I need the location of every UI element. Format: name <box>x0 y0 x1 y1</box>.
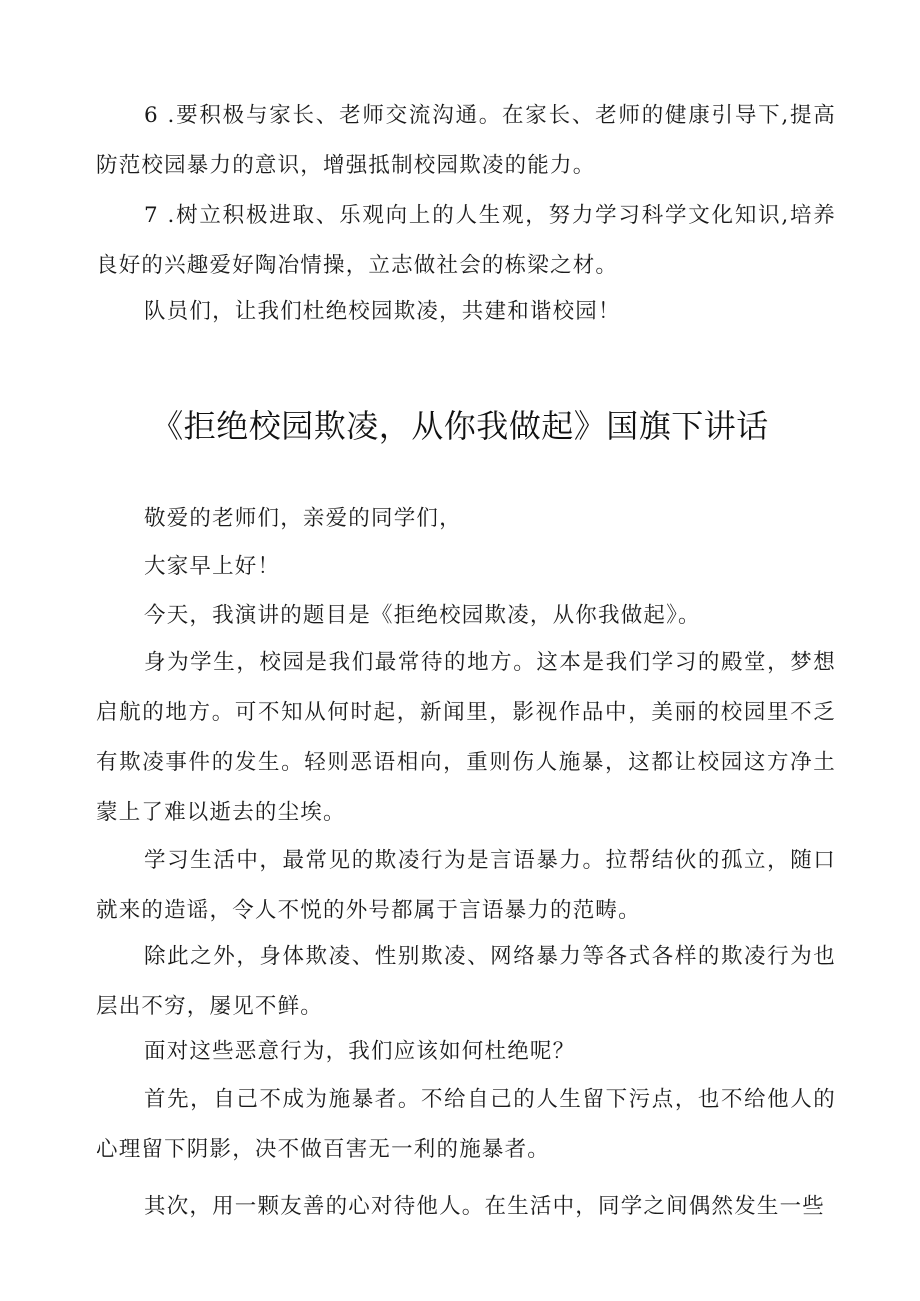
paragraph-first: 首先，自己不成为施暴者。不给自己的人生留下污点，也不给他人的心理留下阴影，决不做百害无一利的施暴者。 <box>96 1087 836 1162</box>
paragraph-campus: 身为学生，校园是我们最常待的地方。这本是我们学习的殿堂，梦想启航的地方。可不知从何时起，新闻里，影视作品中，美丽的校园里不乏有欺凌事件的发生。轻则恶语相向，重则伤人施暴，这都让校园这方净土蒙上了难以逝去的尘埃。 <box>96 650 836 825</box>
paragraph-question: 面对这些恶意行为，我们应该如何杜绝呢？ <box>144 1039 576 1064</box>
paragraph-verbal-violence: 学习生活中，最常见的欺凌行为是言语暴力。拉帮结伙的孤立，随口就来的造谣，令人不悦的外号都属于言语暴力的范畴。 <box>96 848 836 923</box>
paragraph-other-bullying: 除此之外，身体欺凌、性别欺凌、网络暴力等各式各样的欺凌行为也层出不穷，屡见不鲜。 <box>96 944 836 1019</box>
paragraph-item-7: 7 .树立积极进取、乐观向上的人生观，努力学习科学文化知识,培养良好的兴趣爱好陶冶情操，立志做社会的栋梁之材。 <box>96 203 836 278</box>
paragraph-topic: 今天，我演讲的题目是《拒绝校园欺凌，从你我做起》。 <box>144 603 701 628</box>
paragraph-item-6: 6 .要积极与家长、老师交流沟通。在家长、老师的健康引导下,提高防范校园暴力的意识，增强抵制校园欺凌的能力。 <box>96 103 836 178</box>
page-title: 《拒绝校园欺凌，从你我做起》国旗下讲话 <box>151 407 769 445</box>
paragraph-second: 其次，用一颗友善的心对待他人。在生活中，同学之间偶然发生一些 <box>144 1194 826 1219</box>
paragraph-greeting: 敬爱的老师们，亲爱的同学们， <box>144 506 462 531</box>
paragraph-good-morning: 大家早上好！ <box>144 554 281 579</box>
paragraph-closing: 队员们，让我们杜绝校园欺凌，共建和谐校园！ <box>144 299 621 324</box>
